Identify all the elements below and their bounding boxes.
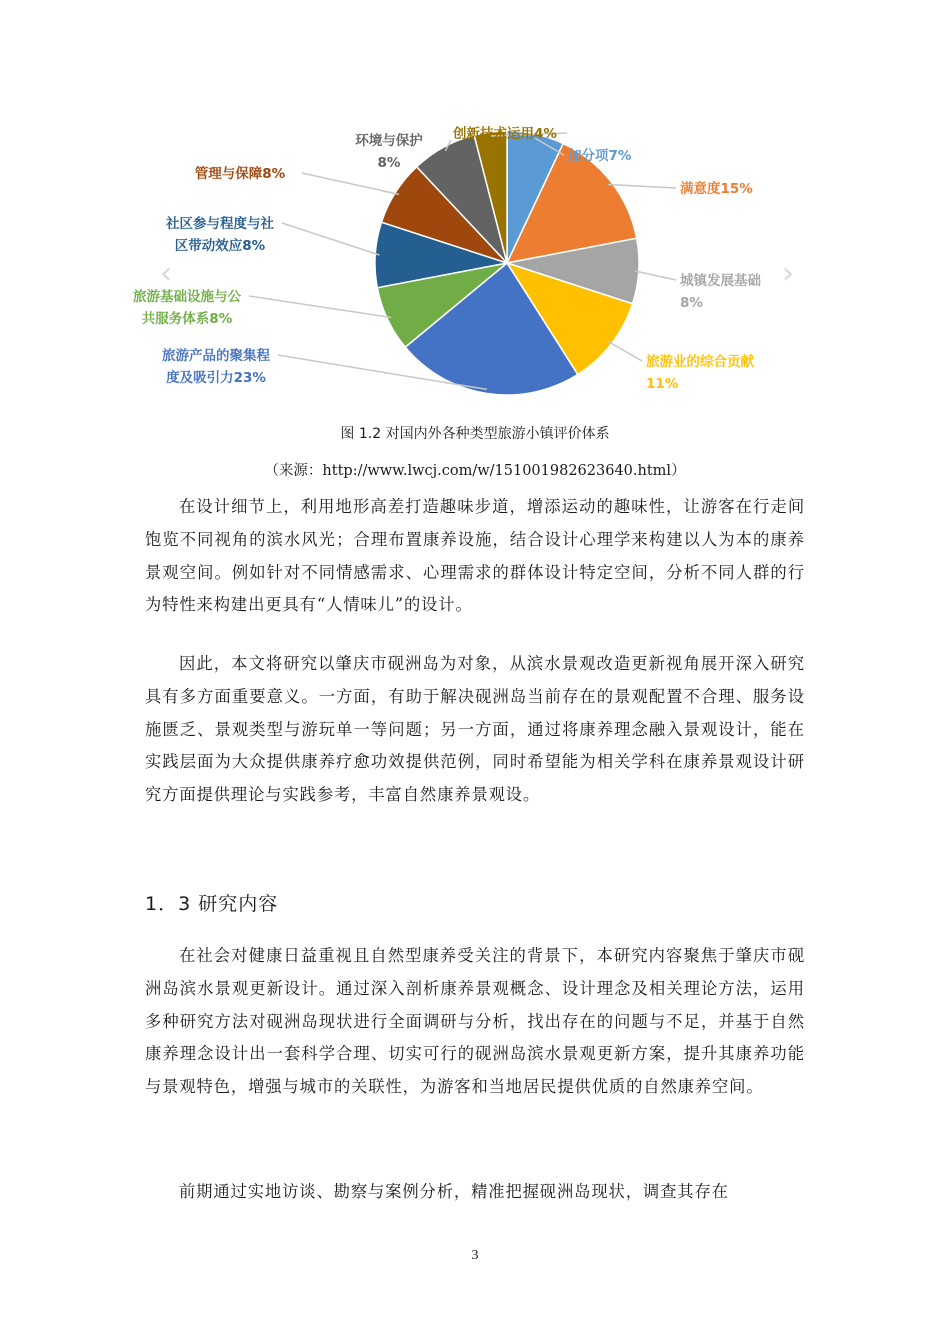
pie-chart — [133, 118, 800, 408]
pie-data-label-line: 满意度15% — [680, 181, 753, 197]
pie-data-label — [162, 347, 270, 386]
pie-data-label-line: 旅游业的综合贡献 — [646, 354, 754, 370]
pie-data-label — [568, 147, 632, 164]
pie-data-label — [452, 125, 557, 142]
pie-data-label-line: 管理与保障8% — [194, 166, 286, 182]
pie-data-label-line: 旅游基础设施与公 — [133, 289, 241, 305]
pie-leader-line — [608, 342, 642, 362]
pie-leader-line — [608, 185, 676, 189]
figure-caption: 图 1.2 对国内外各种类型旅游小镇评价体系 — [340, 426, 610, 442]
figure-source: （来源：http://www.lwcj.com/w/151001982623640.html） — [264, 463, 686, 479]
pie-data-label-line: 共服务体系8% — [141, 311, 233, 327]
body-paragraph-4: 前期通过实地访谈、勘察与案例分析，精准把握砚洲岛现状，调查其存在 — [179, 1182, 729, 1201]
section-heading: 1．3 研究内容 — [145, 893, 279, 915]
pie-data-label — [680, 272, 761, 311]
pie-leader-line — [282, 223, 379, 255]
pie-data-label-line: 区带动效应8% — [174, 238, 266, 254]
pie-leader-line — [635, 271, 676, 280]
body-paragraph-1: 在设计细节上，利用地形高差打造趣味步道，增添运动的趣味性，让游客在行走间饱览不同视角的滨水风光；合理布置康养设施，结合设计心理学来构建以人为本的康养景观空间。例如针对不同情感需求、心理需求的群体设计特定空间，分析不同人群的行为特性来构建出更具有“人情味儿”的设计。 — [145, 497, 805, 615]
pie-data-label-line: 8% — [377, 155, 401, 171]
chart-nav-left[interactable]: ‹ — [160, 256, 172, 291]
pie-data-label — [355, 132, 423, 171]
pie-data-label-line: 度及吸引力23% — [166, 370, 266, 386]
body-paragraph-2: 因此，本文将研究以肇庆市砚洲岛为对象，从滨水景观改造更新视角展开深入研究具有多方面重要意义。一方面，有助于解决砚洲岛当前存在的景观配置不合理、服务设施匮乏、景观类型与游玩单一等问题；另一方面，通过将康养理念融入景观设计，能在实践层面为大众提供康养疗愈功效提供范例，同时希望能为相关学科在康养景观设计研究方面提供理论与实践参考，丰富自然康养景观设。 — [145, 654, 805, 805]
pie-data-label-line: 加分项7% — [568, 148, 632, 164]
pie-data-label-line: 创新技术运用4% — [453, 126, 557, 142]
pie-data-label — [133, 288, 241, 327]
pie-leader-line — [249, 296, 391, 318]
body-paragraph-3: 在社会对健康日益重视且自然型康养受关注的背景下，本研究内容聚焦于肇庆市砚洲岛滨水景观更新设计。通过深入剖析康养景观概念、设计理念及相关理论方法，运用多种研究方法对砚洲岛现状进行全面调研与分析，找出存在的问题与不足，并基于自然康养理念设计出一套科学合理、切实可行的砚洲岛滨水景观更新方案，提升其康养功能与景观特色，增强与城市的关联性，为游客和当地居民提供优质的自然康养空间。 — [145, 946, 805, 1097]
pie-data-label-line: 8% — [680, 295, 703, 311]
pie-data-label-line: 城镇发展基础 — [680, 273, 761, 289]
pie-data-label-line: 11% — [646, 376, 679, 392]
pie-data-label-line: 社区参与程度与社 — [166, 216, 274, 232]
pie-data-label-line: 旅游产品的聚集程 — [162, 348, 270, 364]
pie-data-label-line: 环境与保护 — [355, 133, 423, 149]
chart-nav-right[interactable]: › — [782, 256, 794, 291]
pie-data-label — [195, 165, 286, 182]
pie-data-label — [165, 215, 274, 254]
pie-data-label — [646, 353, 754, 392]
pie-data-label — [680, 180, 753, 197]
page-number: 3 — [471, 1248, 479, 1263]
pie-leader-line — [302, 173, 399, 194]
